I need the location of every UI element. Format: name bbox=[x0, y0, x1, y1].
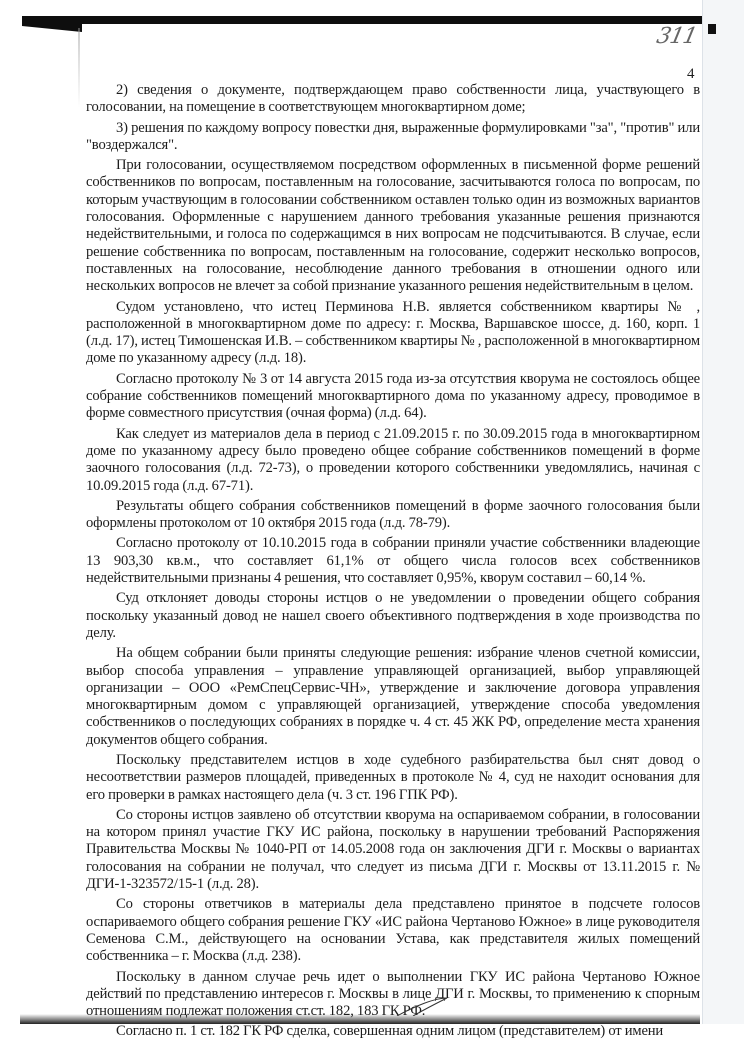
scan-corner-mark bbox=[708, 24, 716, 34]
paragraph: Поскольку представителем истцов в ходе судебного разбирательства был снят довод о несоответствии размеров площадей, приведенных в протоколе № 4, суд не находит основания для его проверки в рамках настоящего дела (ч. 3 ст. 196 ГПК РФ). bbox=[86, 751, 700, 803]
scan-right-margin bbox=[702, 0, 744, 1024]
paragraph: Поскольку в данном случае речь идет о выполнении ГКУ ИС района Чертаново Южное действий по представлению интересов г. Москвы в лице ДГИ г. Москвы, то применению к спорным отношениям подлежат положения ст.ст. 182, 183 ГК РФ. bbox=[86, 968, 700, 1020]
document-body bbox=[86, 82, 700, 1044]
paragraph: Как следует из материалов дела в период с 21.09.2015 г. по 30.09.2015 года в многоквартирном доме по указанному адресу было проведено общее собрание собственников помещений в форме заочного голосования (л.д. 72-73), о проведении которого собственники уведомлялись, начиная с 10.09.2015 года (л.д. 67-71). bbox=[86, 425, 700, 494]
paragraph: Согласно п. 1 ст. 182 ГК РФ сделка, совершенная одним лицом (представителем) от имени bbox=[116, 1023, 664, 1040]
paragraph: Судом установлено, что истец Перминова Н.В. является собственником квартиры № , расположенной в многоквартирном доме по адресу: г. Москва, Варшавское шоссе, д. 160, корп. 1 (л.д. 17), истец Тимошенская И.В. – собственником квартиры № , расположенной в многоквартирном доме по указанному адресу (л.д. 18). bbox=[86, 298, 700, 367]
paragraph: Суд отклоняет доводы стороны истцов о не уведомлении о проведении общего собрания поскольку указанный довод не нашел своего объективного подтверждения в ходе производства по делу. bbox=[86, 590, 700, 641]
page-fold-shadow bbox=[78, 28, 80, 108]
scan-border-corner bbox=[22, 22, 82, 32]
paragraph: 3) решения по каждому вопросу повестки дня, выраженные формулировками "за", "против" или "воздержался". bbox=[86, 119, 700, 153]
page-number: 4 bbox=[687, 66, 695, 82]
signature-stroke bbox=[395, 996, 455, 1016]
paragraph: Со стороны истцов заявлено об отсутствии кворума на оспариваемом собрании, в голосовании на котором принял участие ГКУ ИС района, поскольку в нарушении требований Распоряжения Правительства Москвы № 1040-РП от 14.05.2008 года он заключения ДГИ г. Москвы о вариантах голосования на собрании не получал, что следует из письма ДГИ г. Москвы от 13.11.2015 г. № ДГИ-1-323572/15-1 (л.д. 28). bbox=[86, 806, 700, 893]
paragraph: Со стороны ответчиков в материалы дела представлено принятое в подсчете голосов оспариваемого общего собрания решение ГКУ «ИС района Чертаново Южное» в лице руководителя Семенова С.М., действующего на основании Устава, как представителя жилых помещений собственника – г. Москва (л.д. 238). bbox=[86, 896, 700, 965]
paragraph: На общем собрании были приняты следующие решения: избрание членов счетной комиссии, выбор способа управления – управление управляющей организацией, выбор управляющей организации – ООО «РемСпецСервис-ЧН», утверждение и заключение договора управления многоквартирным домом с управляющей организацией, утверждение способа уведомления собственников о последующих собраниях в порядке ч. 4 ст. 45 ЖК РФ, определение места хранения документов общего собрания. bbox=[86, 645, 700, 748]
scan-border-top bbox=[22, 16, 742, 24]
paragraph: Результаты общего собрания собственников помещений в форме заочного голосования были оформлены протоколом от 10 октября 2015 года (л.д. 78-79). bbox=[86, 497, 700, 532]
paragraph: Согласно протоколу № 3 от 14 августа 2015 года из-за отсутствия кворума не состоялось общее собрание собственников помещений многоквартирного дома по указанному адресу, проводимое в форме совместного присутствия (очная форма) (л.д. 64). bbox=[86, 370, 700, 422]
handwritten-sheet-number: 311 bbox=[654, 24, 699, 49]
paragraph: 2) сведения о документе, подтверждающем право собственности лица, участвующего в голосовании, на помещение в соответствующем многоквартирном доме; bbox=[86, 82, 700, 116]
paragraph: При голосовании, осуществляемом посредством оформленных в письменной форме решений собственников по вопросам, поставленным на голосование, засчитываются голоса по вопросам, по которым участвующим в голосовании собственником оставлен только один из возможных вариантов голосования. Оформленные с нарушением данного требования указанные решения признаются недействительными, и голоса по содержащимся в них вопросам не подсчитываются. В случае, если решение собственника по вопросам, поставленным на голосование, содержит несколько вопросов, поставленных на голосование, несоблюдение данного требования в отношении одного или нескольких вопросов не влечет за собой признание указанного решения недействительным в целом. bbox=[86, 157, 700, 295]
paragraph: Согласно протоколу от 10.10.2015 года в собрании приняли участие собственники владеющие 13 903,30 кв.м., что составляет 61,1% от общего числа голосов всех собственников недействительными признаны 4 решения, что составляет 0,95%, кворум составил – 60,14 %. bbox=[86, 535, 700, 587]
